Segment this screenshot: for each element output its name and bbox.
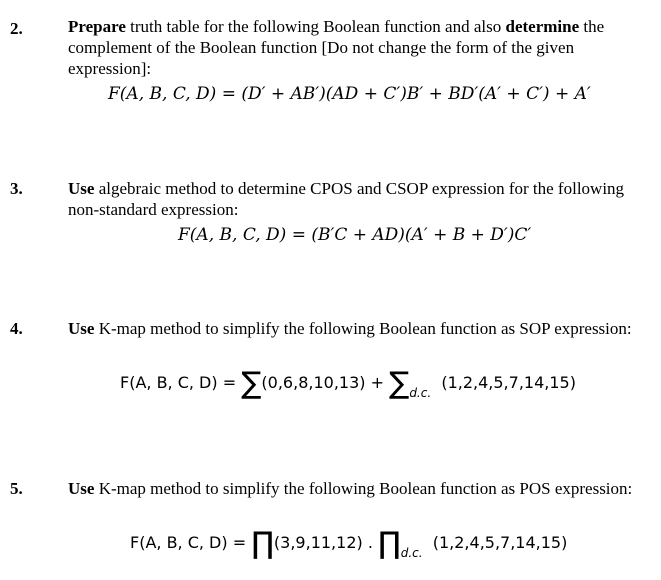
- text-segment: K-map method to simplify the following Boolean function as POS expression:: [94, 479, 633, 498]
- equation-lhs: F(A, B, C, D) =: [130, 533, 252, 552]
- question-text: [68, 16, 648, 79]
- maxterm-set: (3,9,11,12) .: [273, 533, 378, 552]
- text-segment: truth table for the following Boolean function and also: [125, 17, 506, 36]
- text-segment: algebraic method to determine CPOS and CSOP expression for the following non-standard expression:: [68, 179, 625, 219]
- question-text: [68, 478, 648, 499]
- question-text: [68, 318, 648, 339]
- minterm-set: (0,6,8,10,13) +: [261, 373, 390, 392]
- product-symbol: ∏: [251, 526, 274, 561]
- summation-symbol: ∑: [389, 366, 410, 401]
- question-number: 5.: [10, 479, 23, 498]
- keyword: determine: [505, 17, 580, 36]
- question-text: [68, 178, 648, 220]
- boolean-equation: F(A, B, C, D) = (B′C + AD)(A′ + B + D′)C′: [178, 225, 532, 245]
- keyword: Use: [68, 479, 95, 498]
- boolean-equation: F(A, B, C, D) = (D′ + AB′)(AD + C′)B′ + BD′(A′ + C′) + A′: [108, 84, 591, 104]
- question-number: 4.: [10, 319, 23, 338]
- sop-equation: [120, 366, 576, 404]
- equation-lhs: F(A, B, C, D) =: [120, 373, 242, 392]
- question-number: 3.: [10, 179, 23, 198]
- summation-symbol: ∑: [241, 366, 262, 401]
- dont-care-set: (1,2,4,5,7,14,15): [432, 533, 568, 552]
- text-segment: K-map method to simplify the following Boolean function as SOP expression:: [94, 319, 632, 338]
- text-segment: the complement of the Boolean function [Do not change the form of the given expression]:: [68, 17, 605, 78]
- pos-equation: [130, 526, 568, 564]
- keyword: Use: [68, 179, 95, 198]
- dont-care-set: (1,2,4,5,7,14,15): [441, 373, 576, 392]
- question-number: 2.: [10, 19, 23, 38]
- keyword: Prepare: [68, 17, 126, 36]
- keyword: Use: [68, 319, 95, 338]
- product-symbol: ∏: [378, 526, 401, 561]
- dont-care-subscript: d.c.: [400, 546, 423, 560]
- dont-care-subscript: d.c.: [409, 386, 432, 400]
